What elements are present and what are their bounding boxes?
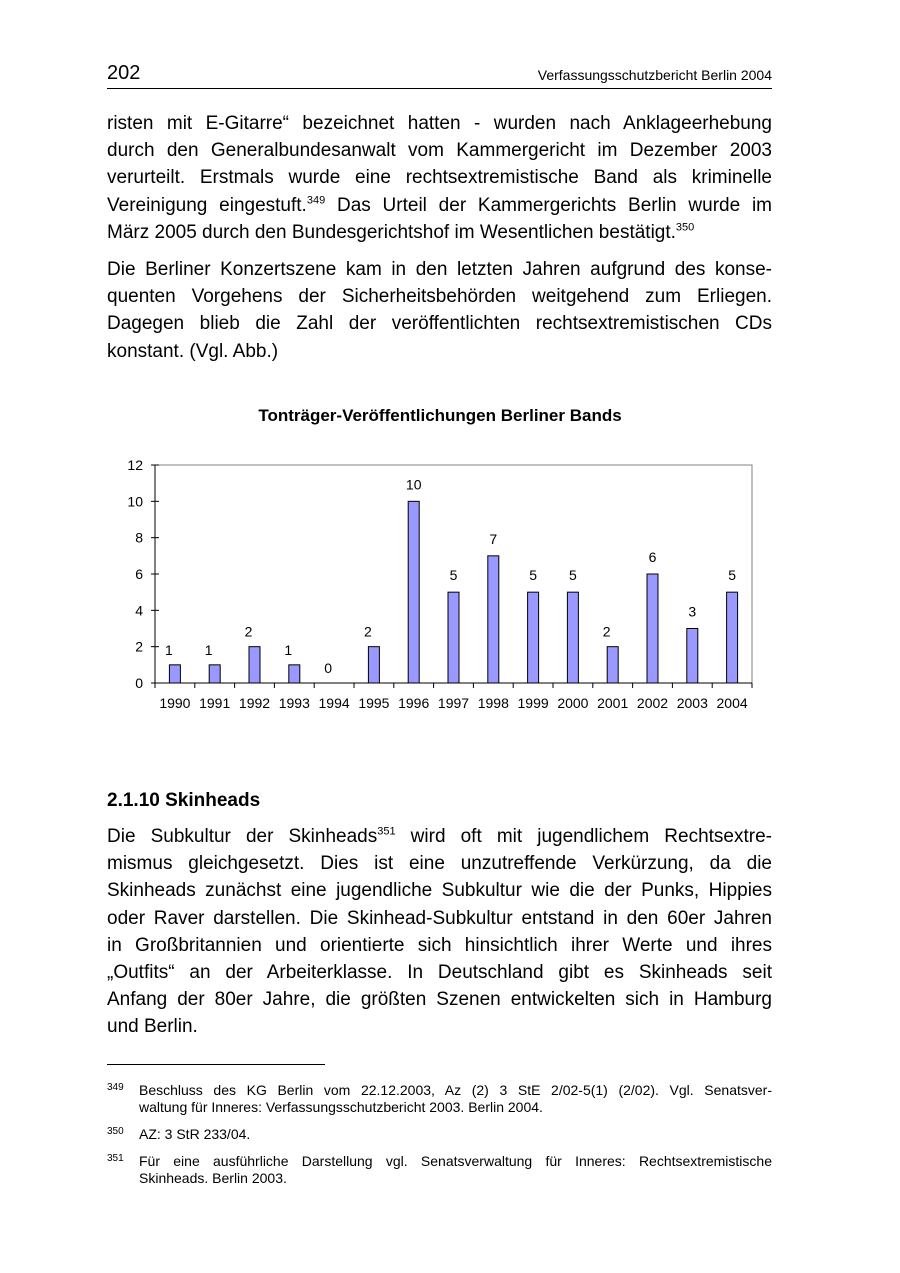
page-number: 202 — [107, 62, 141, 84]
y-tick-label: 6 — [135, 566, 143, 582]
footnote-line: Beschluss des KG Berlin vom 22.12.2003, Az (2) 3 StE 2/02-5(1) (2/02). Vgl. Senatsver- — [139, 1082, 772, 1098]
footnote-text — [139, 1082, 772, 1116]
paragraph-line: in Großbritannien und orientierte sich hinsichtlich ihrer Werte und ihres — [107, 934, 772, 956]
running-title: Verfassungsschutzbericht Berlin 2004 — [537, 67, 772, 83]
bar — [528, 592, 539, 683]
text-run: Die Subkultur der Skinheads — [107, 826, 378, 847]
paragraph-line: „Outfits“ an der Arbeiterklasse. In Deutschland gibt es Skinheads seit — [107, 962, 772, 984]
x-tick-label: 1992 — [238, 695, 271, 711]
y-tick-label: 0 — [135, 675, 143, 691]
data-label: 7 — [489, 530, 498, 547]
x-tick-label: 1991 — [199, 695, 231, 711]
paragraph-line: quenten Vorgehens der Sicherheitsbehörden weitgehend zum Erliegen. — [107, 286, 772, 308]
x-tick-label: 1997 — [437, 695, 470, 711]
text-run: März 2005 durch den Bundesgerichtshof im Wesentlichen bestätigt. — [107, 221, 676, 243]
paragraph-line: Anfang der 80er Jahre, die größten Szenen entwickelten sich in Hamburg — [107, 989, 772, 1011]
x-tick-label: 2000 — [557, 695, 589, 711]
paragraph-line: Die Berliner Konzertszene kam in den letzten Jahren aufgrund des konse- — [107, 259, 772, 280]
paragraph-1 — [107, 110, 772, 246]
bar — [289, 665, 300, 683]
data-label: 5 — [449, 567, 458, 584]
data-label: 2 — [364, 623, 372, 640]
section-heading: 2.1.10 Skinheads — [107, 790, 261, 811]
data-label: 5 — [728, 567, 736, 584]
data-label: 1 — [284, 641, 293, 658]
data-label: 0 — [324, 660, 332, 676]
footnote-text — [139, 1126, 772, 1143]
x-tick-label: 1993 — [278, 695, 310, 711]
data-label: 1 — [204, 641, 213, 658]
data-label: 5 — [529, 567, 537, 584]
bar — [567, 592, 578, 683]
paragraph-line: Skinheads zunächst eine jugendliche Subkultur wie die der Punks, Hippies — [107, 880, 772, 902]
x-tick-label: 1999 — [517, 695, 549, 711]
data-label: 2 — [602, 623, 611, 640]
data-label: 2 — [244, 623, 253, 640]
footnote-line: AZ: 3 StR 233/04. — [139, 1126, 251, 1142]
paragraph-3 — [107, 823, 772, 1041]
footnote-ref-350: 350 — [675, 221, 695, 234]
footnote-number: 350 — [107, 1126, 124, 1137]
paragraph-line: risten mit E-Gitarre“ bezeichnet hatten - wurden nach Anklageerhebung — [107, 113, 772, 134]
x-tick-label: 1996 — [398, 695, 430, 711]
paragraph-line: verurteilt. Erstmals wurde eine rechtsextremistische Band als kriminelle — [107, 167, 772, 189]
x-tick-label: 1990 — [159, 695, 191, 711]
bar — [368, 647, 379, 683]
bar — [727, 592, 738, 683]
paragraph-line: durch den Generalbundesanwalt vom Kammergericht im Dezember 2003 — [107, 140, 772, 162]
footnote-line: Skinheads. Berlin 2003. — [139, 1170, 287, 1186]
paragraph-line — [107, 219, 772, 246]
bar — [488, 556, 499, 683]
bar — [169, 665, 180, 683]
data-label: 1 — [165, 641, 173, 658]
y-tick-label: 2 — [135, 638, 143, 655]
bar — [249, 647, 260, 683]
paragraph-2 — [107, 256, 772, 365]
header-rule — [107, 88, 772, 89]
y-tick-label: 4 — [135, 602, 143, 619]
x-tick-label: 2002 — [636, 695, 669, 711]
bar — [408, 501, 419, 683]
chart-title: Tonträger-Veröffentlichungen Berliner Bands — [258, 406, 622, 425]
text-run: Das Urteil der Kammergerichts Berlin wurde im — [325, 194, 772, 216]
bar — [687, 629, 698, 684]
y-tick-label: 12 — [127, 457, 143, 473]
paragraph-line: mismus gleichgesetzt. Dies ist eine unzutreffende Verkürzung, da die — [107, 853, 772, 875]
footnote-350 — [107, 1126, 772, 1143]
y-tick-label: 10 — [127, 493, 143, 510]
data-label: 10 — [405, 476, 422, 493]
x-tick-label: 2004 — [716, 695, 748, 711]
bar — [607, 647, 618, 683]
data-label: 3 — [688, 603, 697, 620]
x-tick-label: 2001 — [597, 695, 629, 711]
footnote-separator — [107, 1064, 325, 1065]
footnote-ref-351: 351 — [377, 825, 396, 838]
bar-chart — [0, 450, 900, 730]
paragraph-line: konstant. (Vgl. Abb.) — [107, 340, 279, 362]
paragraph-line: oder Raver darstellen. Die Skinhead-Subkultur entstand in den 60er Jahren — [107, 907, 772, 929]
paragraph-line — [107, 823, 772, 850]
footnote-line: waltung für Inneres: Verfassungsschutzbericht 2003. Berlin 2004. — [139, 1099, 543, 1115]
footnote-351 — [107, 1153, 772, 1187]
footnote-ref-349: 349 — [306, 194, 326, 207]
bar — [647, 574, 658, 683]
y-tick-label: 8 — [135, 529, 143, 546]
footnote-number: 351 — [107, 1153, 124, 1164]
footnote-number: 349 — [107, 1082, 124, 1093]
footnote-line: Für eine ausführliche Darstellung vgl. Senatsverwaltung für Inneres: Rechtsextremistische — [139, 1153, 772, 1169]
footnote-text — [139, 1153, 772, 1187]
text-run: Vereinigung eingestuft. — [107, 194, 307, 216]
bar — [209, 665, 220, 683]
bar — [448, 592, 459, 683]
paragraph-line: Dagegen blieb die Zahl der veröffentlichten rechtsextremistischen CDs — [107, 313, 772, 335]
paragraph-line: und Berlin. — [107, 1016, 198, 1038]
data-label: 6 — [648, 549, 657, 565]
text-run: wird oft mit jugendlichem Rechtsextre- — [395, 826, 772, 847]
x-tick-label: 1995 — [358, 695, 390, 711]
x-tick-label: 1998 — [477, 695, 509, 711]
paragraph-line — [107, 192, 772, 219]
x-tick-label: 1994 — [318, 695, 350, 711]
data-label: 5 — [569, 567, 577, 584]
footnote-349 — [107, 1082, 772, 1116]
x-tick-label: 2003 — [676, 695, 708, 711]
